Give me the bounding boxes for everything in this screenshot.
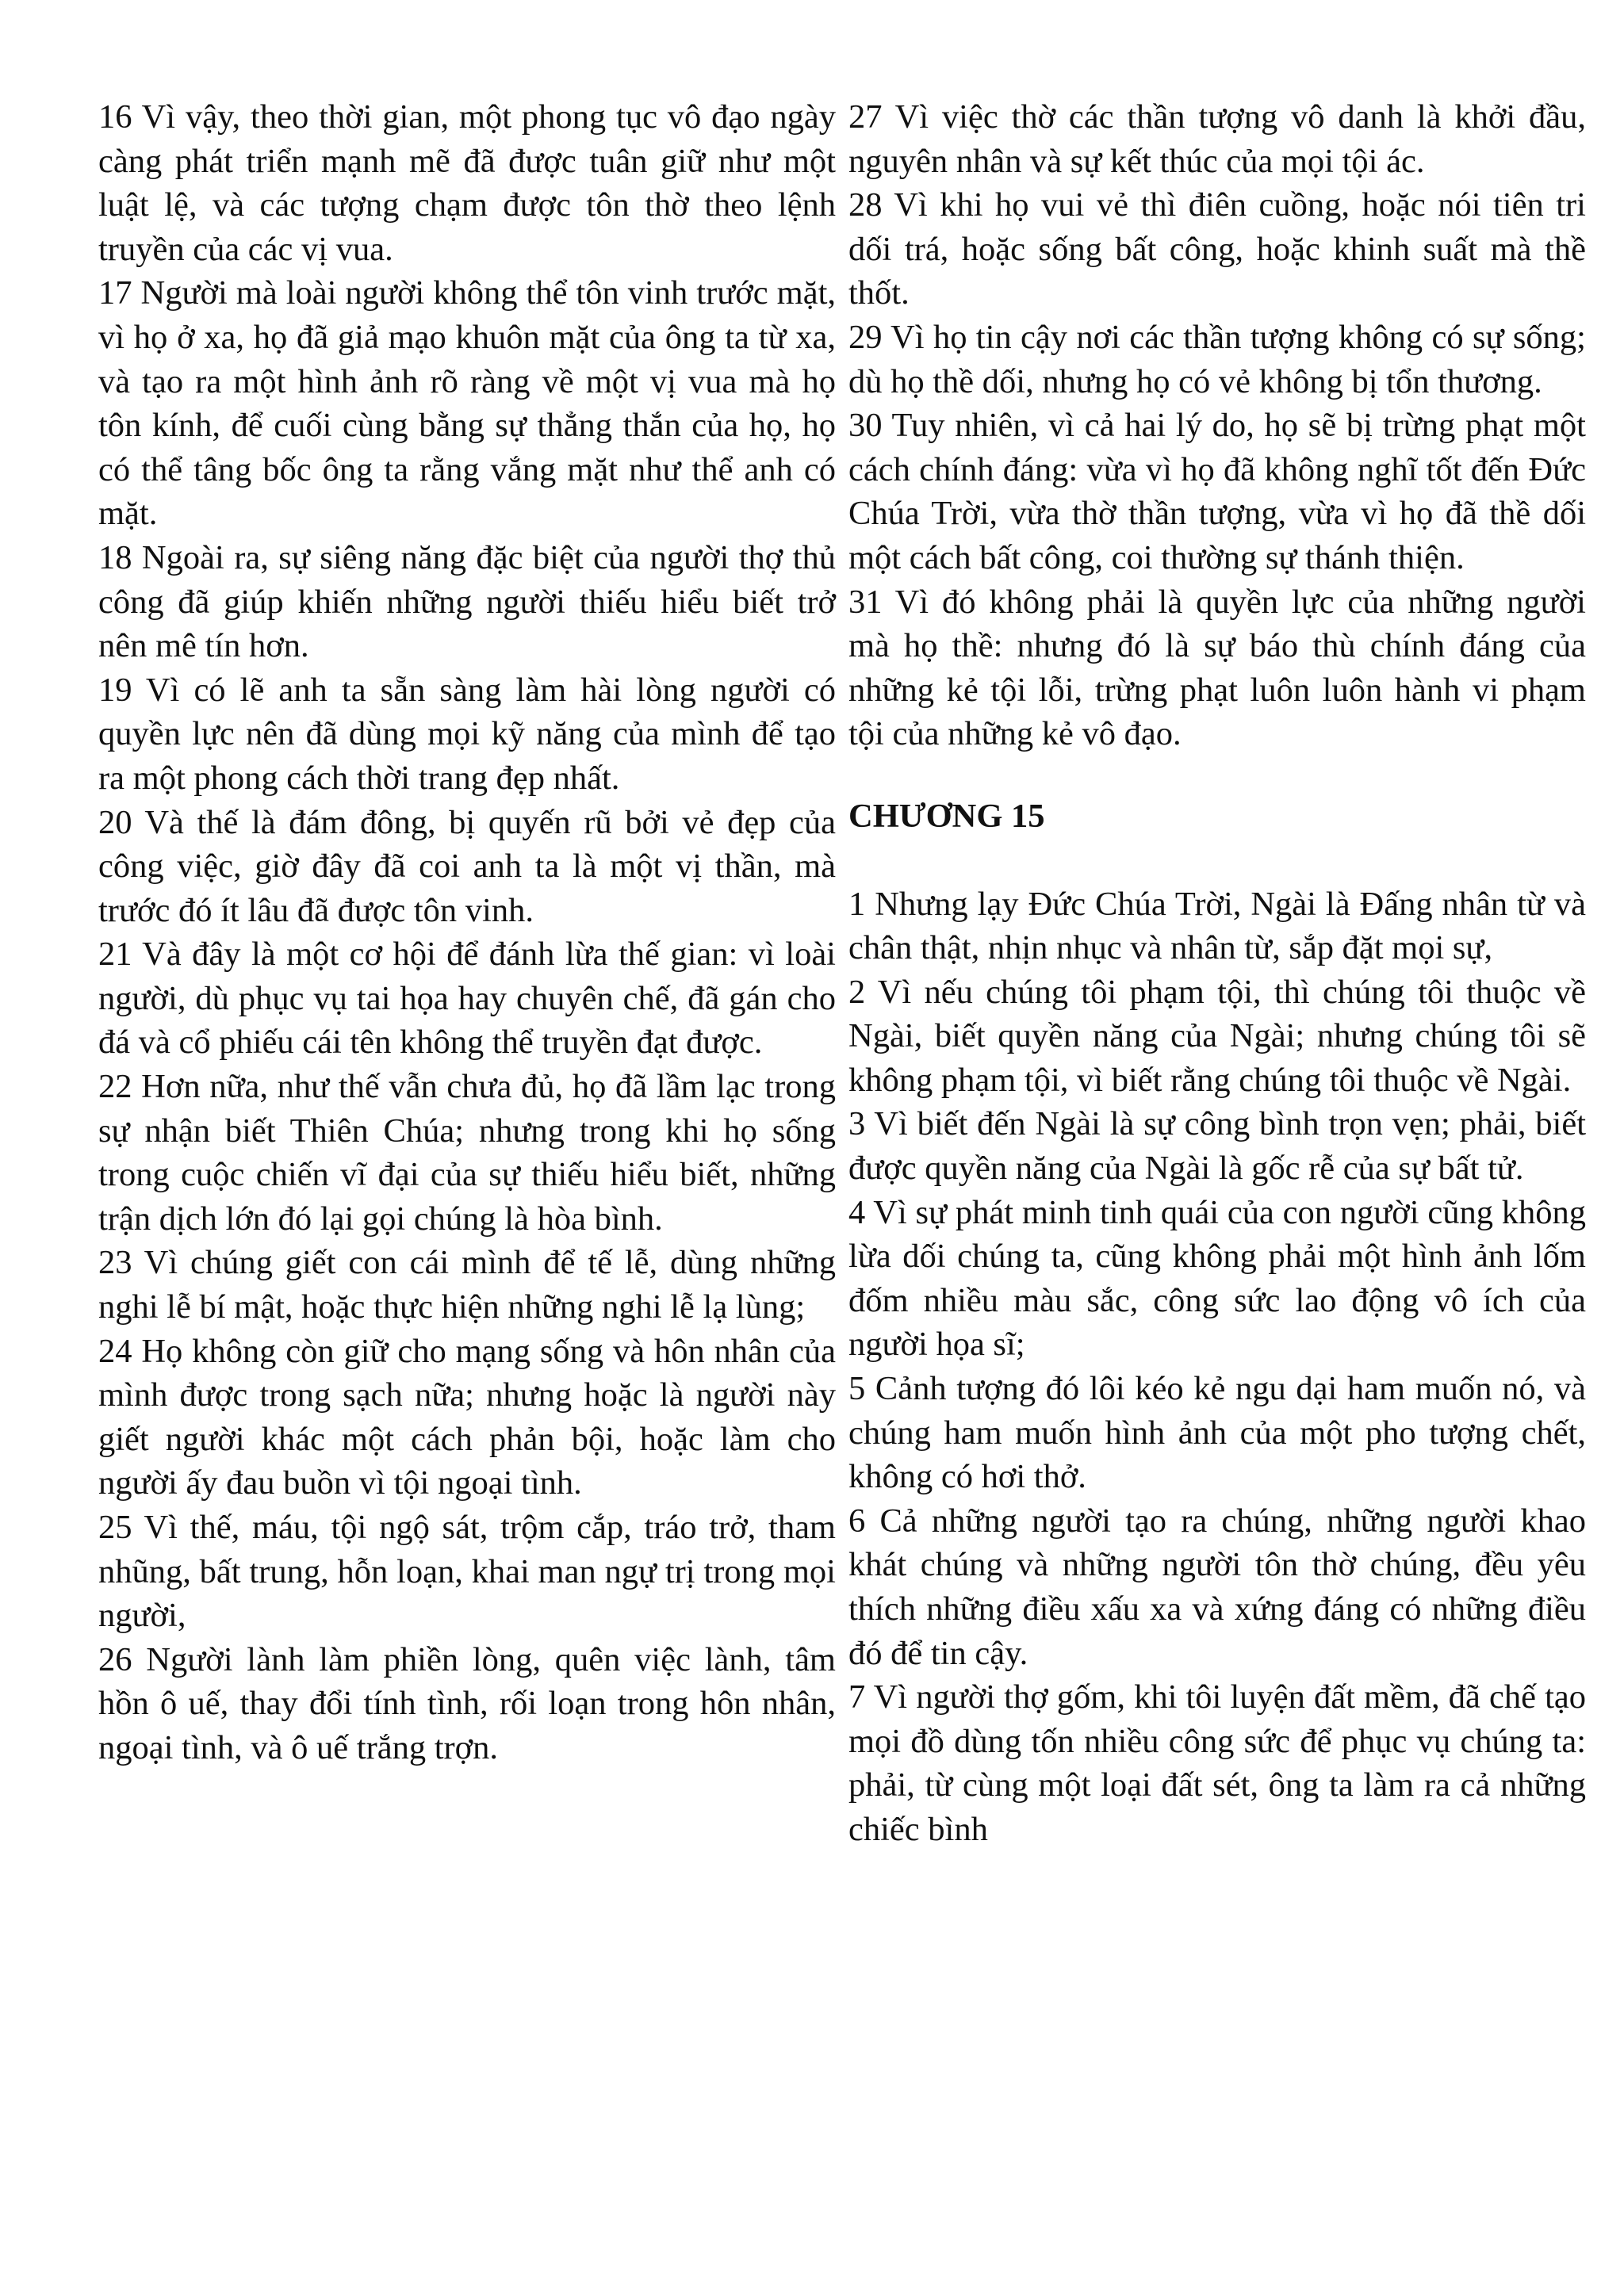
chapter-15-verse-7: 7 Vì người thợ gốm, khi tôi luyện đất mềm, đã chế tạo mọi đồ dùng tốn nhiều công sức để phục vụ chúng ta: phải, từ cùng một loại đất sét, ông ta làm ra cả những chiếc bình <box>848 1678 1586 1848</box>
verse-27: 27 Vì việc thờ các thần tượng vô danh là khởi đầu, nguyên nhân và sự kết thúc của mọi tội ác. <box>848 98 1586 180</box>
verse-17: 17 Người mà loài người không thể tôn vinh trước mặt, vì họ ở xa, họ đã giả mạo khuôn mặt của ông ta từ xa, và tạo ra một hình ảnh rõ ràng về một vị vua mà họ tôn kính, để cuối cùng bằng sự thẳng thắn của họ, họ có thể tâng bốc ông ta rằng vắng mặt như thể anh có mặt. <box>98 274 836 533</box>
chapter-15-verse-4: 4 Vì sự phát minh tinh quái của con người cũng không lừa dối chúng ta, cũng không phải một hình ảnh lốm đốm nhiều màu sắc, công sức lao động vô ích của người họa sĩ; <box>848 1193 1586 1364</box>
verse-23: 23 Vì chúng giết con cái mình để tế lễ, dùng những nghi lễ bí mật, hoặc thực hiện những nghi lễ lạ lùng; <box>98 1244 836 1326</box>
verse-25: 25 Vì thế, máu, tội ngộ sát, trộm cắp, tráo trở, tham nhũng, bất trung, hỗn loạn, khai man ngự trị trong mọi người, <box>98 1509 836 1635</box>
chapter-15-verse-5: 5 Cảnh tượng đó lôi kéo kẻ ngu dại ham muốn nó, và chúng ham muốn hình ảnh của một pho tượng chết, không có hơi thở. <box>848 1370 1586 1496</box>
verse-19: 19 Vì có lẽ anh ta sẵn sàng làm hài lòng người có quyền lực nên đã dùng mọi kỹ năng của mình để tạo ra một phong cách thời trang đẹp nhất. <box>98 671 836 797</box>
verse-29: 29 Vì họ tin cậy nơi các thần tượng không có sự sống; dù họ thề dối, nhưng họ có vẻ không bị tổn thương. <box>848 318 1586 400</box>
verse-18: 18 Ngoài ra, sự siêng năng đặc biệt của người thợ thủ công đã giúp khiến những người thiếu hiểu biết trở nên mê tín hơn. <box>98 538 836 665</box>
chapter-heading: CHƯƠNG 15 <box>848 797 1045 835</box>
verse-16: 16 Vì vậy, theo thời gian, một phong tục vô đạo ngày càng phát triển mạnh mẽ đã được tuân giữ như một luật lệ, và các tượng chạm được tôn thờ theo lệnh truyền của các vị vua. <box>98 98 836 268</box>
left-text-column <box>98 95 836 1770</box>
verse-21: 21 Và đây là một cơ hội để đánh lừa thế gian: vì loài người, dù phục vụ tai họa hay chuyên chế, đã gán cho đá và cổ phiếu cái tên không thể truyền đạt được. <box>98 936 836 1062</box>
chapter-15-verse-2: 2 Vì nếu chúng tôi phạm tội, thì chúng tôi thuộc về Ngài, biết quyền năng của Ngài; nhưng chúng tôi sẽ không phạm tội, vì biết rằng chúng tôi thuộc về Ngài. <box>848 973 1586 1099</box>
chapter-15-verse-1: 1 Nhưng lạy Đức Chúa Trời, Ngài là Đấng nhân từ và chân thật, nhịn nhục và nhân từ, sắp đặt mọi sự, <box>848 885 1586 967</box>
right-text-column <box>848 95 1586 1852</box>
verse-26: 26 Người lành làm phiền lòng, quên việc lành, tâm hồn ô uế, thay đổi tính tình, rối loạn trong hôn nhân, ngoại tình, và ô uế trắng trợn. <box>98 1640 836 1766</box>
verse-24: 24 Họ không còn giữ cho mạng sống và hôn nhân của mình được trong sạch nữa; nhưng hoặc là người này giết người khác một cách phản bội, hoặc làm cho người ấy đau buồn vì tội ngoại tình. <box>98 1332 836 1502</box>
verse-20: 20 Và thế là đám đông, bị quyến rũ bởi vẻ đẹp của công việc, giờ đây đã coi anh ta là một vị thần, mà trước đó ít lâu đã được tôn vinh. <box>98 803 836 929</box>
chapter-15-verse-6: 6 Cả những người tạo ra chúng, những người khao khát chúng và những người tôn thờ chúng, đều yêu thích những điều xấu xa và xứng đáng có những điều đó để tin cậy. <box>848 1502 1586 1672</box>
verse-28: 28 Vì khi họ vui vẻ thì điên cuồng, hoặc nói tiên tri dối trá, hoặc sống bất công, hoặc khinh suất mà thề thốt. <box>848 186 1586 312</box>
verse-22: 22 Hơn nữa, như thế vẫn chưa đủ, họ đã lầm lạc trong sự nhận biết Thiên Chúa; nhưng trong khi họ sống trong cuộc chiến vĩ đại của sự thiếu hiểu biết, những trận dịch lớn đó lại gọi chúng là hòa bình. <box>98 1068 836 1238</box>
chapter-15-verse-3: 3 Vì biết đến Ngài là sự công bình trọn vẹn; phải, biết được quyền năng của Ngài là gốc rễ của sự bất tử. <box>848 1105 1586 1188</box>
verse-31: 31 Vì đó không phải là quyền lực của những người mà họ thề: nhưng đó là sự báo thù chính đáng của những kẻ tội lỗi, trừng phạt luôn luôn hành vi phạm tội của những kẻ vô đạo. <box>848 583 1586 753</box>
verse-30: 30 Tuy nhiên, vì cả hai lý do, họ sẽ bị trừng phạt một cách chính đáng: vừa vì họ đã không nghĩ tốt đến Đức Chúa Trời, vừa thờ thần tượng, vừa vì họ đã thề dối một cách bất công, coi thường sự thánh thiện. <box>848 407 1586 576</box>
